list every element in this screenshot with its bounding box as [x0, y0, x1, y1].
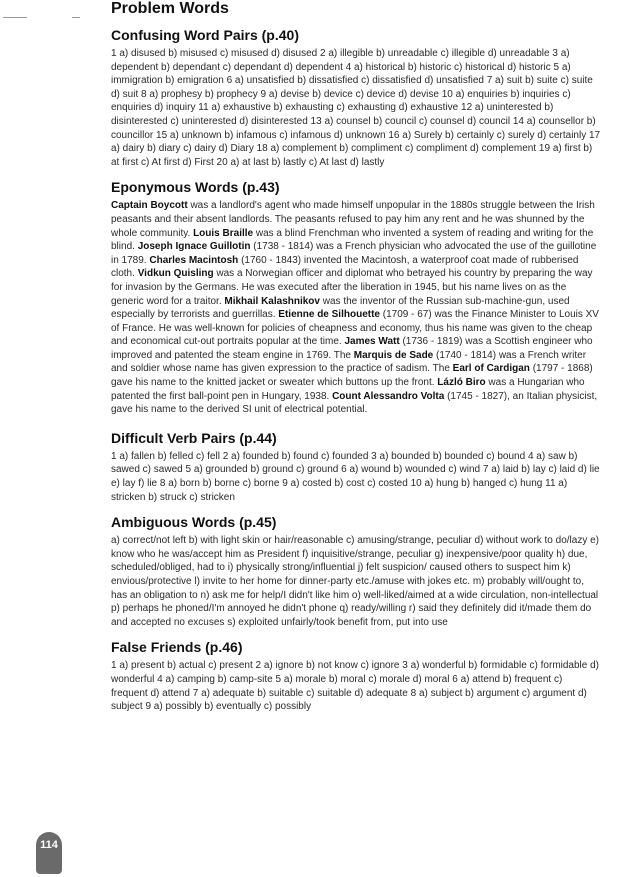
eponym-name: Joseph Ignace Guillotin: [137, 241, 251, 253]
page-title: Problem Words: [111, 0, 229, 17]
eponym-description: (1738 - 1814) was a French physician who advocated the use of the guillotine in 1789.: [111, 241, 597, 266]
eponym-description: (1797 - 1868) gave his name to the knitted jacket or sweater which buttons up the front.: [111, 363, 593, 389]
section-difficult-verb-pairs: [111, 430, 601, 504]
page-number: 114: [40, 839, 58, 851]
eponym-name: Louis Braille: [193, 227, 254, 239]
eponym-name: Marquis de Sade: [353, 349, 434, 361]
section-answers: 1 a) present b) actual c) present 2 a) ignore b) not know c) ignore 3 a) wonderful b) formidable c) formidable d) wonderful 4 a) camping b) camp-site 5 a) morale b) moral c) morale d) moral 6 a) attend b) frequent c) frequent d) attend 7 a) adequate b) suitable c) suitable d) adequate 8 a) subject b) argument c) argument d) subject 9 a) possibly b) eventually c) possibly: [111, 660, 600, 713]
section-confusing-word-pairs: [111, 27, 601, 169]
eponym-description: was the inventor of the Russian sub-machine-gun, used especially by terrorists and guerrillas.: [111, 295, 570, 321]
eponym-description: (1740 - 1814) was a French writer and soldier whose name has given expression to the practice of sadism. The: [111, 349, 587, 375]
eponym-name: Lázló Biro: [437, 377, 486, 389]
eponym-name: Vidkun Quisling: [137, 268, 214, 280]
page-number-tab: [36, 832, 62, 874]
eponym-name: James Watt: [344, 336, 400, 348]
section-heading: False Friends (p.46): [111, 639, 243, 656]
section-answers: a) correct/not left b) with light skin or hair/reasonable c) amusing/strange, peculiar d) without work to do/lazy e) know who he was/accept him as President f) inquisitive/strange, peculiar g) inexpensive/poor quality h) due, scheduled/obliged, had to i) physically strong/influential j) felt suspicion/ caused others to suspect him k) envious/protective l) invite to her home for dinner-party etc./amuse with jokes etc. m) probably will/ought to, has an obligation to n) ask me for help/I didn't like him o) well-liked/aimed at a wide circulation, non-intellectual p) perhaps he phoned/I'm annoyed he didn't phone q) ready/willing r) said they definitely did it/made them do and accepted no excuses s) exploited unfairly/took benefit from, put into use: [111, 535, 599, 628]
section-answers: 1 a) disused b) misused c) misused d) disused 2 a) illegible b) unreadable c) illegible d) unreadable 3 a) dependent b) dependant c) dependant d) dependent 4 a) historical b) historic c) historical d) historic 5 a) immigration b) emigration 6 a) unsatisfied b) dissatisfied c) dissatisfied d) unsatisfied 7 a) suit b) suite c) suite d) suit 8 a) prophesy b) prophecy 9 a) devise b) device c) device d) devise 10 a) enquiries b) inquiries c) enquiries d) inquiry 11 a) exhaustive b) exhausting c) exhausting d) exhaustive 12 a) uninterested b) disinterested c) uninterested d) disinterested 13 a) counsel b) council c) counsel d) council 14 a) counsellor b) councillor 15 a) unknown b) infamous c) infamous d) unknown 16 a) Surely b) certainly c) surely d) certainly 17 a) dairy b) diary c) dairy d) Diary 18 a) complement b) compliment c) compliment d) complement 19 a) first b) at first c) At first d) First 20 a) at last b) lastly c) At last d) lastly: [111, 48, 601, 168]
section-answers: [111, 199, 601, 417]
eponym-description: was a Norwegian officer and diplomat who betrayed his country by preparing the way for invasion by the Germans. He was executed after the liberation in 1945, but his name lives on as the generic word for a traitor.: [111, 268, 593, 307]
eponym-description: (1745 - 1827), an Italian physicist, gave his name to the derived SI unit of electrical potential.: [111, 390, 598, 416]
eponym-description: (1736 - 1819) was a Scottish engineer who improved and patented the steam engine in 1769. The: [111, 336, 593, 361]
section-heading: Confusing Word Pairs (p.40): [111, 27, 299, 43]
answer-key-content: [111, 0, 601, 724]
edge-mark: [3, 17, 27, 18]
eponym-description: was a landlord's agent who made himself unpopular in the 1880s struggle between the Irish peasants and their absent landlords. The peasants refused to pay him any rent and he was shunned by the whole community.: [111, 200, 595, 239]
eponym-name: Count Alessandro Volta: [332, 390, 445, 402]
section-heading: Ambiguous Words (p.45): [111, 514, 277, 531]
eponym-name: Charles Macintosh: [149, 254, 239, 266]
section-ambiguous-words: [111, 514, 601, 629]
section-heading: Eponymous Words (p.43): [111, 179, 280, 196]
section-heading: Difficult Verb Pairs (p.44): [111, 429, 277, 446]
eponym-description: was a Hungarian who patented the first ball-point pen in Hungary, 1938.: [111, 377, 585, 402]
eponym-name: Earl of Cardigan: [452, 363, 530, 375]
edge-mark: [72, 17, 80, 18]
section-answers: 1 a) fallen b) felled c) fell 2 a) founded b) found c) founded 3 a) bounded b) bounded c) bound 4 a) saw b) sawed c) sawed 5 a) grounded b) ground c) ground 6 a) wound b) wounded c) wind 7 a) laid b) lay c) laid d) lie e) lay f) lie 8 a) born b) borne c) borne 9 a) costed b) cost c) costed 10 a) hung b) hanged c) hung 11 a) stricken b) struck c) stricken: [111, 450, 600, 503]
eponym-description: was a blind Frenchman who invented a system of reading and writing for the blind.: [111, 227, 594, 253]
section-false-friends: [111, 639, 601, 713]
eponym-description: (1760 - 1843) invented the Macintosh, a waterproof coat made of rubberised cloth.: [111, 254, 579, 280]
eponym-name: Etienne de Silhouette: [278, 309, 380, 321]
eponym-description: (1709 - 67) was the Finance Minister to Louis XV of France. He was well-known for policies of cheapness and economy, thus his name was given to the cheap and economical cut-out portraits popular at the time.: [111, 309, 599, 348]
eponym-name: Captain Boycott: [111, 200, 188, 212]
section-eponymous-words: [111, 179, 601, 417]
eponym-name: Mikhail Kalashnikov: [224, 295, 320, 307]
